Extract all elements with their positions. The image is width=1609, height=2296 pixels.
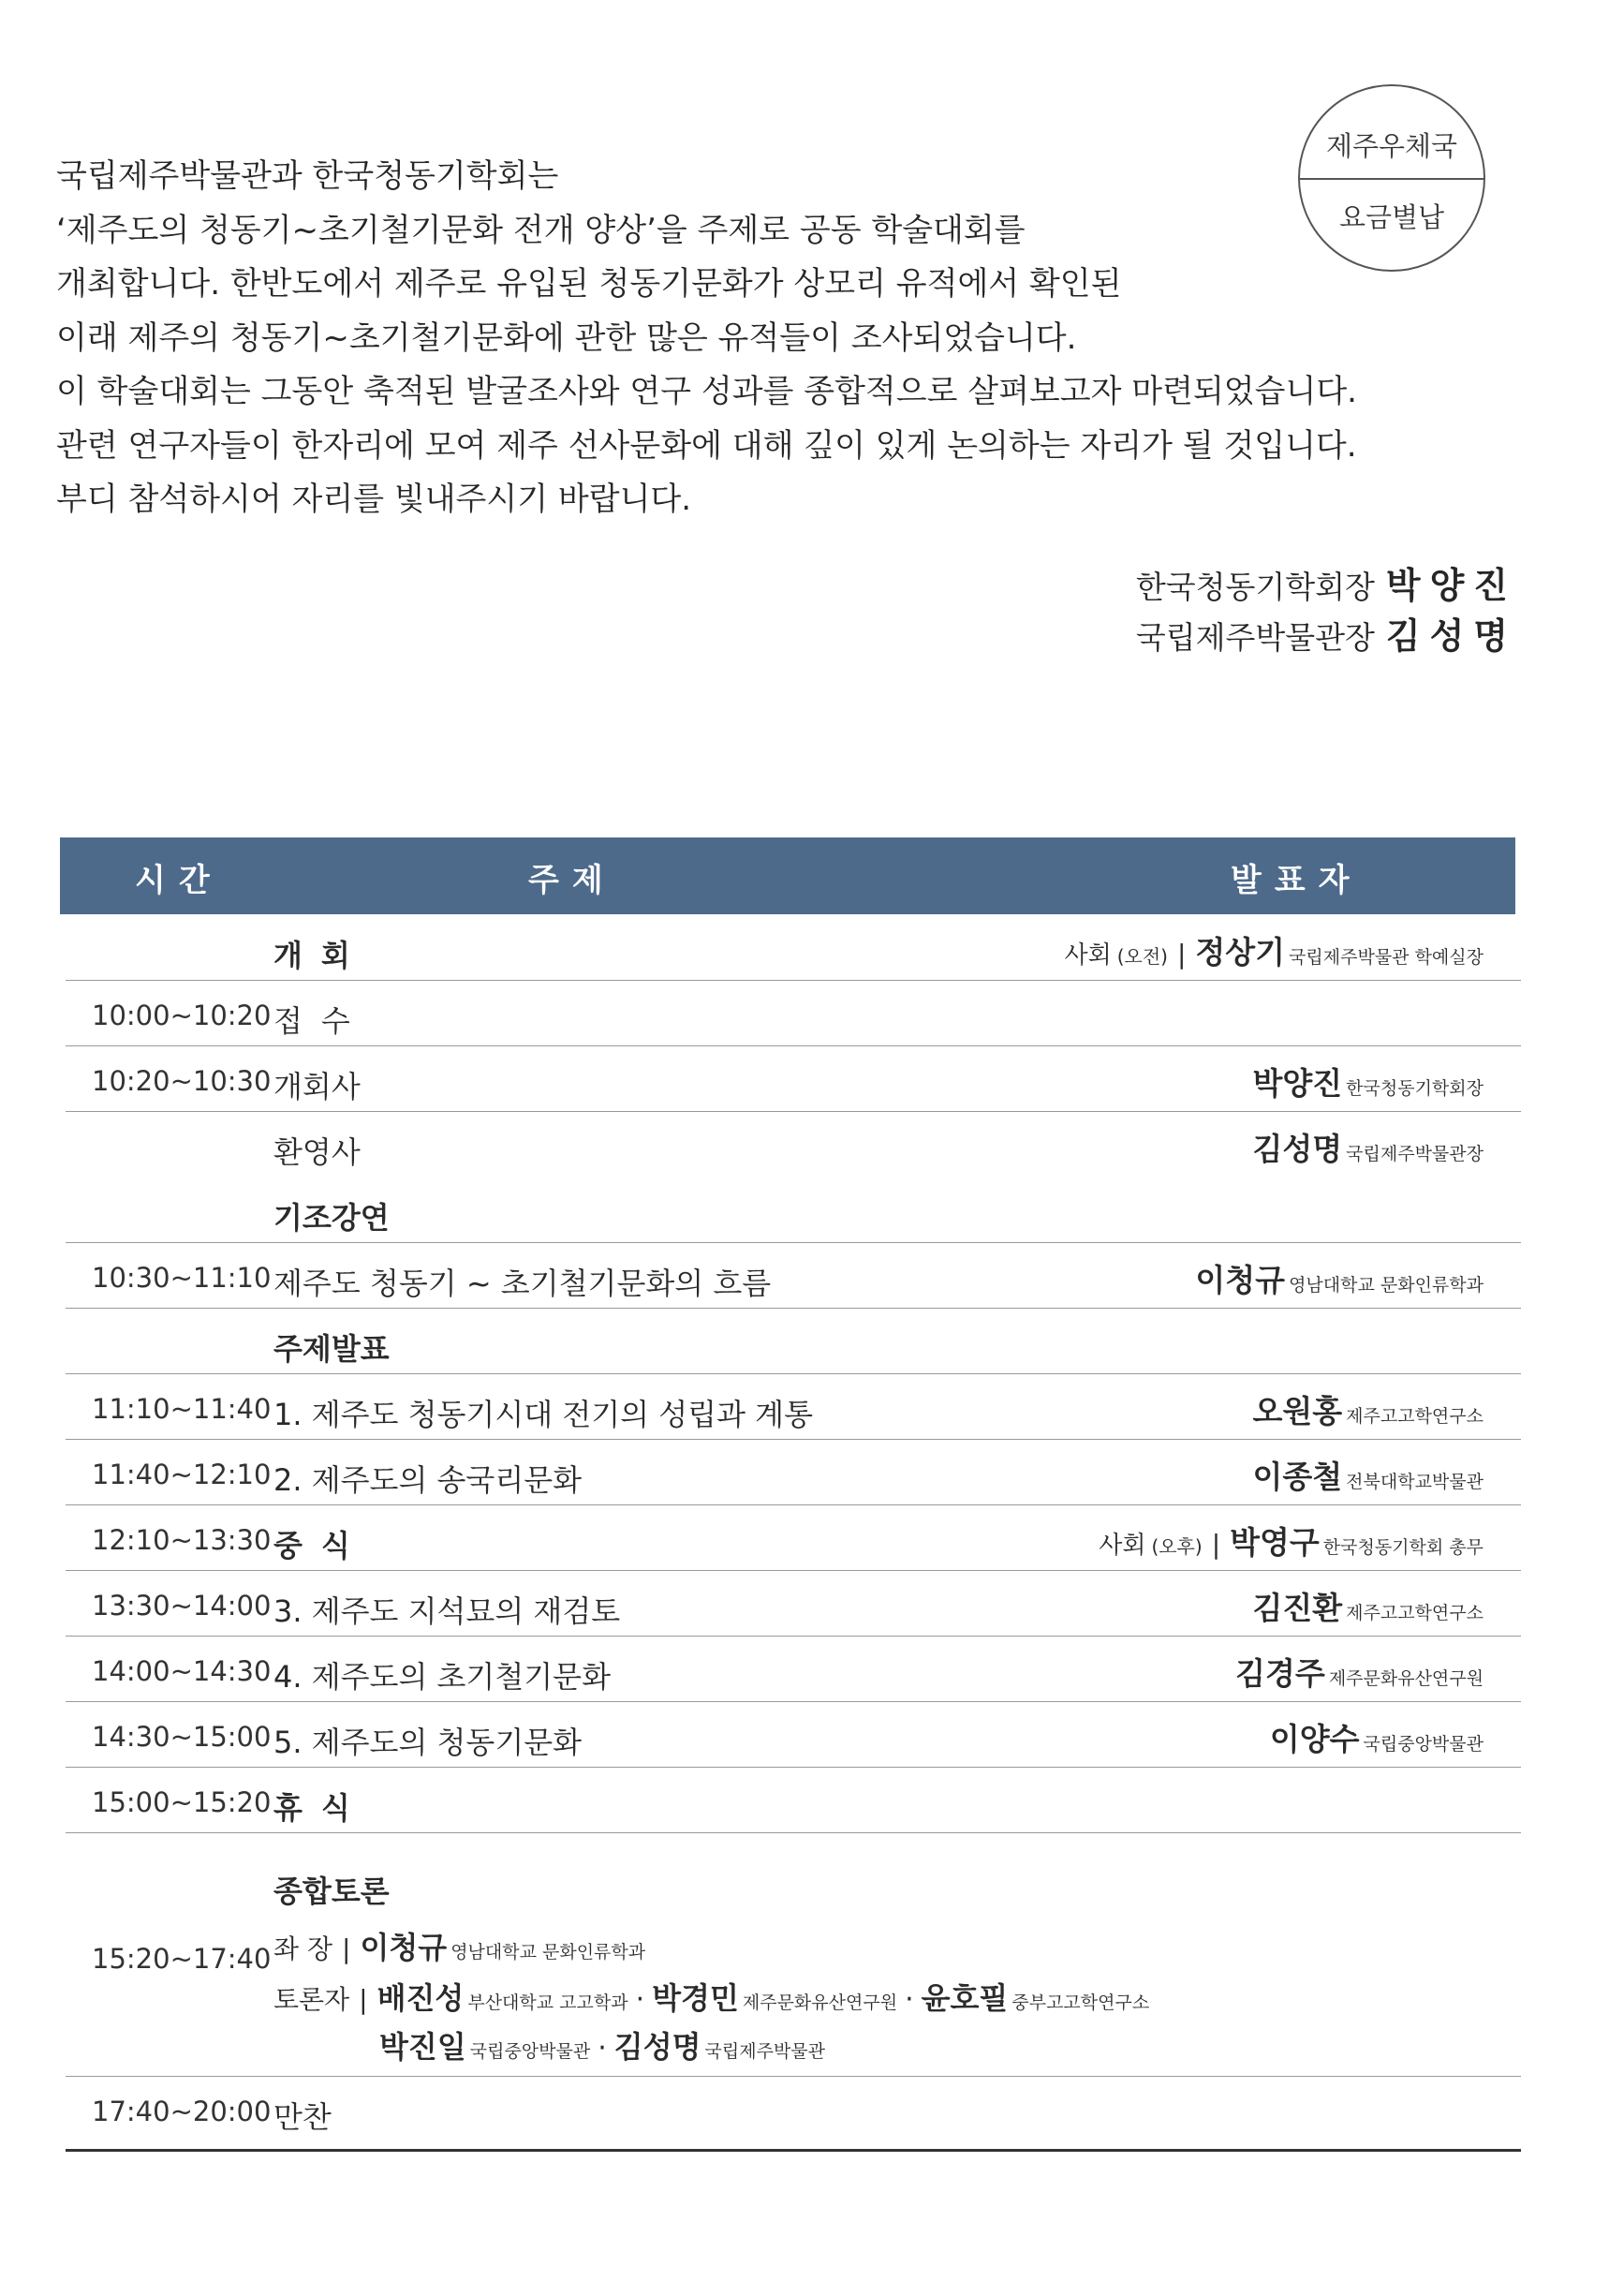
presenter-affiliation: 제주문화유산연구원 xyxy=(1328,1668,1484,1689)
panelist-name: 박경민 xyxy=(652,1980,739,2016)
signature-name: 김성명 xyxy=(1385,615,1517,657)
row-topic: 2. 제주도의 송국리문화 xyxy=(273,1462,583,1498)
row-presenter xyxy=(1099,1518,1484,1563)
schedule-row xyxy=(66,1374,1521,1440)
row-time: 13:30~14:00 xyxy=(92,1590,272,1622)
panelist-name: 박진일 xyxy=(379,2029,466,2065)
presenter-affiliation: 제주고고학연구소 xyxy=(1346,1406,1484,1427)
panelist-affiliation: 부산대학교 고고학과 xyxy=(467,1992,628,2013)
presenter-name: 오원홍 xyxy=(1252,1393,1343,1429)
presenter-affiliation: 한국청동기학회장 xyxy=(1346,1078,1484,1099)
row-topic: 중식 xyxy=(273,1528,369,1563)
signature-title: 국립제주박물관장 xyxy=(1135,619,1375,656)
row-presenter xyxy=(1253,1387,1484,1431)
schedule-row xyxy=(66,915,1521,981)
presenter-affiliation: 국립제주박물관장 xyxy=(1346,1144,1484,1164)
chair-label: 좌 장 xyxy=(273,1933,332,1964)
schedule-row xyxy=(66,1243,1521,1309)
separator: | xyxy=(1211,1529,1221,1560)
row-time: 10:20~10:30 xyxy=(92,1065,272,1097)
signature-title: 한국청동기학회장 xyxy=(1135,569,1375,605)
row-presenter xyxy=(1270,1715,1484,1759)
row-time: 14:30~15:00 xyxy=(92,1721,272,1753)
row-presenter xyxy=(1253,1453,1484,1497)
schedule-row xyxy=(66,1768,1521,1833)
moderator-label: 사회 xyxy=(1064,941,1112,970)
schedule-row xyxy=(66,1309,1521,1374)
intro-line: 관련 연구자들이 한자리에 모여 제주 선사문화에 대해 깊이 있게 논의하는 자리가 될 것입니다. xyxy=(56,426,1357,465)
chair-affiliation: 영남대학교 문화인류학과 xyxy=(450,1942,646,1963)
invitation-text xyxy=(56,150,1536,527)
discussion-chair: 좌 장 | 이청규 영남대학교 문화인류학과 xyxy=(273,1930,646,1965)
row-time: 15:00~15:20 xyxy=(92,1786,272,1818)
row-presenter xyxy=(1235,1650,1484,1694)
schedule-row xyxy=(66,1702,1521,1768)
row-topic: 주제발표 xyxy=(273,1331,390,1367)
presenter-name: 박양진 xyxy=(1252,1065,1343,1102)
row-time: 14:00~14:30 xyxy=(92,1655,272,1687)
signature-name: 박양진 xyxy=(1385,565,1517,606)
header-topic: 주제 xyxy=(528,862,616,899)
row-presenter xyxy=(1065,928,1484,972)
row-topic: 기조강연 xyxy=(273,1200,390,1236)
presenter-name: 정상기 xyxy=(1195,934,1286,970)
stamp-fee: 요금별납 xyxy=(1338,201,1445,233)
intro-line: 부디 참석하시어 자리를 빛내주시기 바랍니다. xyxy=(56,481,692,518)
presenter-affiliation: 제주고고학연구소 xyxy=(1346,1603,1484,1623)
schedule-row xyxy=(66,1178,1521,1243)
row-time: 12:10~13:30 xyxy=(92,1524,272,1556)
row-presenter xyxy=(1253,1125,1484,1169)
row-topic: 환영사 xyxy=(273,1134,361,1170)
discussion-title: 종합토론 xyxy=(273,1874,390,1909)
signature-society xyxy=(1030,556,1517,608)
presenter-name: 이양수 xyxy=(1269,1721,1360,1757)
panelist-name: 배진성 xyxy=(376,1980,465,2016)
row-presenter xyxy=(1253,1059,1484,1104)
intro-line: 국립제주박물관과 한국청동기학회는 xyxy=(56,157,559,195)
row-topic: 개회 xyxy=(273,938,369,973)
stamp-office: 제주우체국 xyxy=(1325,130,1458,162)
row-time: 15:20~17:40 xyxy=(92,1943,272,1975)
dinner-row xyxy=(66,2077,1521,2152)
intro-line: 개최합니다. 한반도에서 제주로 유입된 청동기문화가 상모리 유적에서 확인된 xyxy=(56,265,1122,303)
presenter-name: 이청규 xyxy=(1195,1262,1286,1298)
row-time: 10:00~10:20 xyxy=(92,1000,272,1031)
panelist-name: 윤호필 xyxy=(921,1980,1009,2016)
presenter-affiliation: 한국청동기학회 총무 xyxy=(1322,1537,1484,1558)
row-topic: 제주도 청동기 ~ 초기철기문화의 흐름 xyxy=(273,1266,772,1301)
row-time: 11:40~12:10 xyxy=(92,1459,272,1490)
header-presenter: 발표자 xyxy=(1231,862,1363,899)
panelist-affiliation: 국립중앙박물관 xyxy=(469,2041,591,2062)
presenter-affiliation: 국립중앙박물관 xyxy=(1363,1734,1484,1755)
schedule-row xyxy=(66,1637,1521,1702)
row-topic: 휴식 xyxy=(273,1790,369,1826)
row-presenter xyxy=(1195,1256,1484,1300)
discussion-panel: 토론자 | 배진성 부산대학교 고고학과 · 박경민 제주문화유산연구원 · 윤호필 중부고고학연구소 xyxy=(273,1980,1150,2016)
intro-line: 이래 제주의 청동기~초기철기문화에 관한 많은 유적들이 조사되었습니다. xyxy=(56,318,1077,357)
schedule-row xyxy=(66,1571,1521,1637)
presenter-affiliation: 국립제주박물관 학예실장 xyxy=(1289,947,1484,968)
presenter-name: 김성명 xyxy=(1252,1131,1343,1167)
schedule-row xyxy=(66,1046,1521,1112)
schedule-row xyxy=(66,981,1521,1046)
presenter-name: 박영구 xyxy=(1230,1524,1320,1561)
header-time: 시간 xyxy=(135,862,223,899)
row-divider xyxy=(66,1832,1521,1833)
panel-label: 토론자 xyxy=(273,1984,350,2015)
separator: | xyxy=(1176,939,1187,970)
presenter-name: 이종철 xyxy=(1252,1459,1343,1495)
presenter-name: 김진환 xyxy=(1252,1590,1343,1626)
row-time: 11:10~11:40 xyxy=(92,1393,272,1425)
discussion-panel-cont: 박진일 국립중앙박물관 · 김성명 국립제주박물관 xyxy=(379,2029,826,2065)
program-table-header xyxy=(60,837,1515,914)
panelist-affiliation: 국립제주박물관 xyxy=(704,2041,826,2062)
intro-line: ‘제주도의 청동기~초기철기문화 전개 양상’을 주제로 공동 학술대회를 xyxy=(56,211,1026,249)
table-bottom-rule xyxy=(66,2149,1521,2152)
row-time: 10:30~11:10 xyxy=(92,1262,272,1294)
row-topic: 3. 제주도 지석묘의 재검토 xyxy=(273,1593,621,1629)
presenter-name: 김경주 xyxy=(1235,1655,1325,1692)
presenter-affiliation: 전북대학교박물관 xyxy=(1346,1472,1484,1492)
general-discussion-row xyxy=(66,1838,1521,2077)
panelist-affiliation: 중부고고학연구소 xyxy=(1011,1992,1150,2013)
schedule-row xyxy=(66,1505,1521,1571)
chair-name: 이청규 xyxy=(360,1930,448,1965)
moderator-label: 사회 xyxy=(1099,1532,1146,1560)
schedule-row xyxy=(66,1112,1521,1178)
row-topic: 개회사 xyxy=(273,1069,361,1104)
panelist-name: 김성명 xyxy=(613,2029,701,2065)
row-topic: 4. 제주도의 초기철기문화 xyxy=(273,1659,611,1695)
session-note: (오후) xyxy=(1151,1535,1203,1558)
row-time: 17:40~20:00 xyxy=(92,2096,272,2127)
row-topic: 접수 xyxy=(273,1003,369,1039)
row-topic: 만찬 xyxy=(273,2099,332,2135)
panelist-affiliation: 제주문화유산연구원 xyxy=(742,1992,898,2013)
presenter-affiliation: 영남대학교 문화인류학과 xyxy=(1289,1275,1484,1296)
row-topic: 1. 제주도 청동기시대 전기의 성립과 계통 xyxy=(273,1397,813,1432)
session-note: (오전) xyxy=(1116,945,1168,968)
intro-line: 이 학술대회는 그동안 축적된 발굴조사와 연구 성과를 종합적으로 살펴보고자 마련되었습니다. xyxy=(56,373,1357,410)
signature-museum xyxy=(1030,607,1517,659)
row-presenter xyxy=(1253,1584,1484,1628)
row-topic: 5. 제주도의 청동기문화 xyxy=(273,1725,583,1760)
schedule-row xyxy=(66,1440,1521,1505)
